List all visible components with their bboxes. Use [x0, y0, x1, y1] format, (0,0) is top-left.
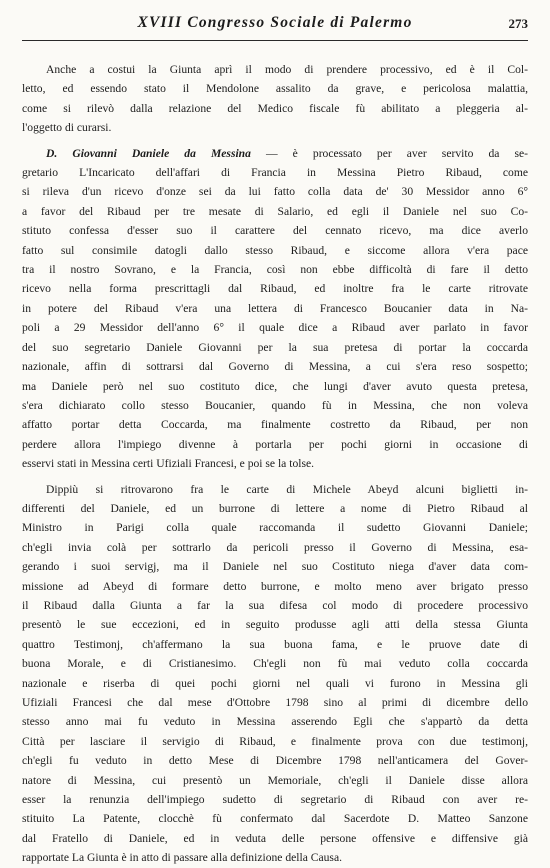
text-line: ch'egli fu veduto in detto Mese di Dicembre 1798 nell'anticamera del Gover- [22, 754, 528, 768]
paragraph-3 [22, 480, 528, 868]
text-line: nazionale e riserba di quei pochi giorni nel quali vi furono in Messina gli [22, 676, 528, 690]
page-header [0, 6, 550, 40]
paragraph-1 [22, 60, 528, 138]
text-line-rest: — è processato per aver servito da se- [250, 146, 528, 160]
text-line: esservi stati in Messina certi Ufiziali Francesi, e poi se la tolse. [22, 457, 315, 471]
text-line: buona Morale, e di Cristianesimo. Ch'egli non fù mai veduto colla coccarda [22, 657, 528, 671]
paragraph-heading: D. Giovanni Daniele da Messina [46, 146, 251, 160]
text-line: come si rilevò dalla relazione del Medico fiscale fù abilitato a pleggeria al- [22, 101, 528, 115]
body-text [22, 60, 528, 868]
text-line: ricevo nella forma prescrittagli dal Ribaud, ed inoltre fra le carte ritrovate [22, 282, 528, 296]
text-line: si rileva d'un ricevo d'onze sei da lui fatto colla data de' 30 Messidor anno 6° [22, 185, 528, 199]
text-line: ch'egli invia colà per sottrarlo da pericoli presso il Governo di Messina, esa- [22, 540, 528, 554]
page-number: 273 [508, 16, 528, 31]
paragraph-2 [22, 144, 528, 474]
text-line: a favor del Ribaud per tre mesate di Salario, ed egli il Daniele nel suo Co- [22, 204, 528, 218]
text-line: stituto confessa d'esser suo il carattere del cennato ricevo, ma dice averlo [22, 224, 528, 238]
text-line: il Ribaud dalla Giunta a far la sua difesa col modo di procedere processivo [22, 598, 528, 612]
text-line: ma Daniele però nel suo costituto dice, che lungi d'aver avuto questa pretesa, [22, 379, 528, 393]
running-title: XVIII Congresso Sociale di Palermo [137, 14, 413, 31]
text-line: stituito La Patente, clocchè fù confermato dal Sacerdote D. Matteo Sanzone [22, 812, 528, 826]
text-line [22, 144, 528, 163]
text-line: perdere allora l'impiego divenne à portarla per pochi giorni in occasione di [22, 437, 528, 451]
text-line: quattro Testimonj, ch'affermano la sua buona fama, e le pruove date di [22, 637, 528, 651]
text-line: differenti del Daniele, ed un burrone di lettere a nome di Pietro Ribaud al [22, 501, 528, 515]
text-line: presentò le sue eccezioni, ed in seguito produsse agli atti della stessa Giunta [22, 618, 528, 632]
text-line: natore di Messina, cui presentò un Memoriale, ch'egli il Daniele disse allora [22, 773, 528, 787]
text-line: s'era dichiarato collo stesso Boucanier, quando fù in Messina, che non voleva [22, 398, 528, 412]
text-line: tra il nostro Sovrano, e la Francia, così non ebbe difficoltà di fare il detto [22, 263, 528, 277]
text-line: Anche a costui la Giunta aprì il modo di prendere processivo, ed è il Col- [46, 63, 528, 76]
text-line: gretario L'Incaricato dell'affari di Francia in Messina Pietro Ribaud, come [22, 166, 528, 180]
text-line: rapportate La Giunta è in atto di passare alla definizione della Causa. [22, 851, 342, 865]
text-line: Ministro in Parigi colla quale raccomanda il sudetto Giovanni Daniele; [22, 521, 528, 535]
text-line: Città per lasciare il servigio di Ribaud, e finalmente prova con due testimonj, [22, 734, 528, 748]
text-line: esser la renunzia dell'impiego sudetto di segretario di Ribaud con aver re- [22, 793, 528, 807]
text-line: missione ad Abeyd di formare detto burrone, e molto meno aver brigato presso [22, 579, 528, 593]
header-rule [22, 40, 528, 41]
text-line: l'oggetto di curarsi. [22, 121, 112, 135]
text-line: letto, ed essendo stato il Mendolone assalito da grave, e pericolosa malattia, [22, 82, 528, 96]
text-line: affatto portar detta Coccarda, ma finalmente costretto da Ribaud, per non [22, 418, 528, 432]
text-line: poli a 29 Messidor dell'anno 6° il quale dice a Ribaud aver parlato in favor [22, 321, 528, 335]
text-line: in potere del Ribaud v'era una lettera di Francesco Boucanier data in Na- [22, 301, 528, 315]
text-line: dal Fratello di Daniele, ed in veduta delle persone offensive e diffensive già [22, 831, 528, 845]
text-line: nazionale, affin di sottrarsi dal Governo di Messina, a cui s'era reso sospetto; [22, 360, 528, 374]
text-line: stesso anno mai fu veduto in Messina asserendo Egli che s'appartò da detta [22, 715, 528, 729]
text-line: del suo segretario Daniele Giovanni per la sua pretesa di portar la coccarda [22, 340, 528, 354]
text-line: fatto sul consimile datogli dallo stesso Ribaud, e siccome allora v'era pace [22, 243, 528, 257]
text-line: Ufiziali Francesi che dal mese d'Ottobre 1798 sino al primi di dicembre dello [22, 696, 528, 709]
text-line: Dippiù si ritrovarono fra le carte di Michele Abeyd alcuni biglietti in- [46, 482, 528, 496]
text-line: gerando i suoi servigj, ma il Daniele nel suo Costituto niega d'aver data com- [22, 560, 528, 574]
